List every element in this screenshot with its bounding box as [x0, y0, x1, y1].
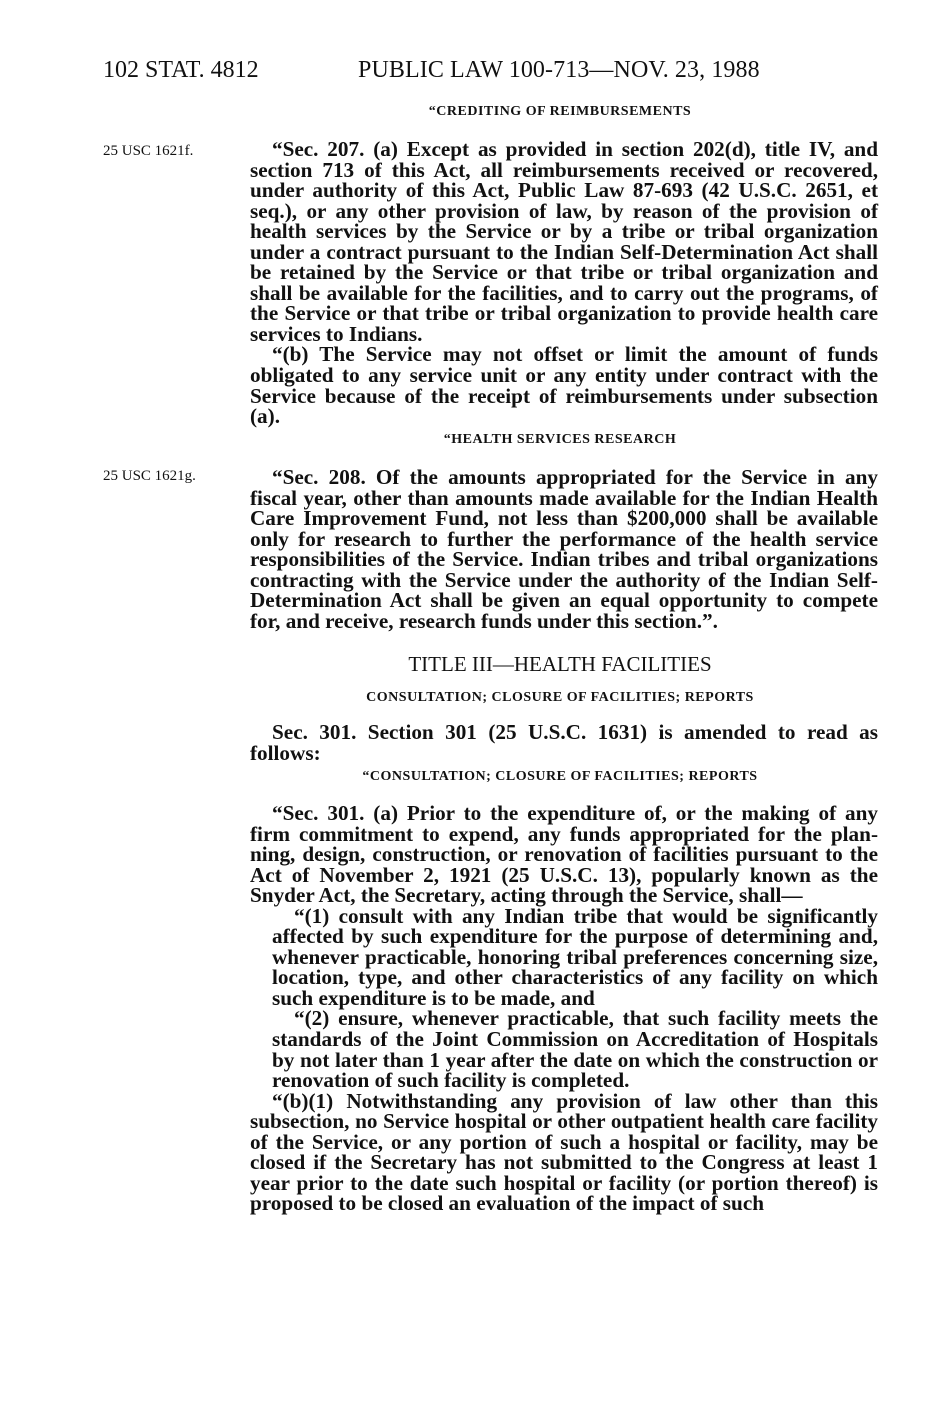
section-207-paragraph-a: “Sec. 207. (a) Except as provided in section 202(d), title IV, and section 713 of this Act, all reimbursements received or recovered, under authority of this Act, Public Law 87-693 (42 U.S.C. 2651, et seq.), or any other provision of law, by reason of the provision of health services by the Service or by a tribe or tribal organization under a contract pursuant to the Indian Self-Determination Act shall be retained by the Service or that tribe or tribal organization and shall be available for the facilities, and to carry out the programs, of the Service or that tribe or tribal organization to provide health care services to Indians.	[250, 137, 878, 346]
page-header	[103, 57, 803, 87]
margin-note-1621g: 25 USC 1621g.	[103, 468, 196, 484]
section-208-text: “Sec. 208. Of the amounts appropriated for the Service in any fiscal year, other than amounts made available for the Indian Health Care Improvement Fund, not less than $200,000 shall be available only for research to further the performance of the health service responsibilities of the Service. Indian tribes and tribal organizations contracting with the Service under the authority of the Indian Self-Determination Act shall be given an equal opportunity to compete for, and receive, research funds under this section.”.	[250, 465, 878, 633]
section-301-paragraph-b1: “(b)(1) Notwithstanding any provision of law other than this subsection, no Service hospital or other outpatient health care facility of the Service, or any portion of such a hospital or facility, may be closed if the Secretary has not submitted to the Congress at least 1 year prior to the date such hospital or facility (or portion thereof) is proposed to be closed an evaluation of the impact of such	[250, 1088, 878, 1216]
section-207-paragraph-b: “(b) The Service may not offset or limit the amount of funds obligated to any service unit or any entity under contract with the Service because of the receipt of reimbursements under subsection (a).	[250, 342, 878, 429]
heading-crediting-reimbursements: “CREDITING OF REIMBURSEMENTS	[428, 104, 692, 119]
heading-consultation-closure-quoted: “CONSULTATION; CLOSURE OF FACILITIES; REPORTS	[362, 769, 758, 784]
title-iii-heading: TITLE III—HEALTH FACILITIES	[408, 652, 712, 676]
section-301-new	[250, 803, 878, 1214]
section-301-amendment	[250, 722, 878, 763]
stat-page-number: 102 STAT. 4812	[103, 57, 259, 83]
heading-consultation-closure: CONSULTATION; CLOSURE OF FACILITIES; REPORTS	[366, 690, 754, 705]
section-207	[250, 139, 878, 427]
section-301-intro: “Sec. 301. (a) Prior to the expenditure of, or the making of any firm commitment to expend, any funds appropriated for the planning, design, construction, or renovation of facilities pursuant to the Act of November 2, 1921 (25 U.S.C. 13), popularly known as the Snyder Act, the Secretary, acting through the Service, shall—	[250, 801, 878, 908]
heading-health-services-research: “HEALTH SERVICES RESEARCH	[443, 432, 677, 447]
public-law-citation: PUBLIC LAW 100-713—NOV. 23, 1988	[358, 57, 760, 83]
section-301-item-1: “(1) consult with any Indian tribe that would be significantly affected by such expenditure for the purpose of determining and, whenever practicable, honoring tribal preferences concerning size, location, type, and other characteristics of any facility on which such expenditure is to be made, and	[272, 903, 878, 1010]
margin-note-1621f: 25 USC 1621f.	[103, 143, 194, 159]
section-301-amendment-text: Sec. 301. Section 301 (25 U.S.C. 1631) is amended to read as follows:	[250, 720, 878, 765]
section-208	[250, 467, 878, 631]
section-301-item-2: “(2) ensure, whenever practicable, that such facility meets the standards of the Joint Commission on Accreditation of Hospitals by not later than 1 year after the date on which the construction or renovation of such facility is completed.	[272, 1006, 878, 1093]
